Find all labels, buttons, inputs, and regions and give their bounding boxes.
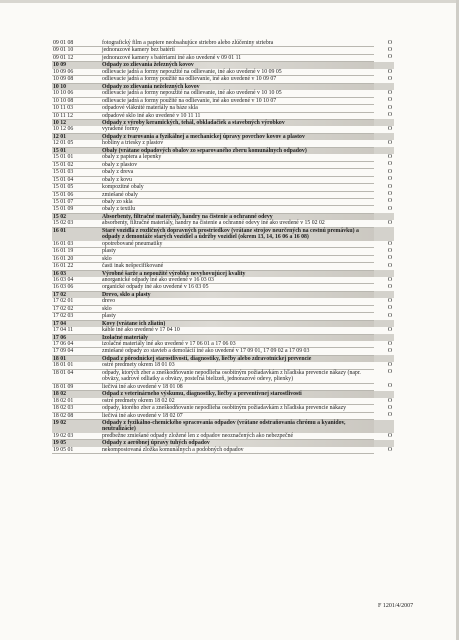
waste-code: 10 11 12 — [52, 112, 102, 119]
waste-code: 18 01 01 — [52, 362, 102, 369]
waste-description: odlievacie jadrá a formy nepoužité na odlievanie, iné ako uvedené v 10 10 05 — [102, 90, 374, 97]
waste-code: 18 02 — [52, 391, 102, 398]
table-row — [52, 90, 394, 97]
waste-description: Odpady zo zlievania železných kovov — [102, 62, 374, 69]
waste-category: O — [387, 276, 392, 283]
waste-code: 10 09 — [52, 62, 102, 69]
waste-code: 18 02 08 — [52, 412, 102, 419]
waste-description: fotografický film a papiere neobsahujúce striebro alebo zlúčeniny striebra — [102, 40, 374, 47]
table-row — [52, 184, 394, 191]
group-header-row — [52, 355, 394, 362]
waste-category: O — [387, 347, 392, 354]
waste-category: O — [387, 112, 392, 119]
waste-code: 15 01 — [52, 147, 102, 154]
group-header-row — [52, 291, 394, 298]
waste-description: jednorazové kamery bez batérií — [102, 47, 374, 54]
waste-code: 18 01 09 — [52, 383, 102, 390]
group-header-row — [52, 133, 394, 140]
table-row — [52, 220, 394, 227]
waste-code: 17 09 04 — [52, 348, 102, 355]
waste-code: 10 09 06 — [52, 69, 102, 76]
waste-description: organické odpady iné ako uvedené v 16 03 05 — [102, 284, 374, 291]
waste-code: 15 02 — [52, 213, 102, 220]
table-row — [52, 69, 394, 76]
waste-category: O — [387, 305, 392, 312]
table-row — [52, 447, 394, 454]
waste-code: 19 02 — [52, 420, 102, 433]
waste-category — [374, 62, 394, 69]
waste-description: káble iné ako uvedené v 17 04 10 — [102, 327, 374, 334]
table-row — [52, 284, 394, 291]
waste-description: drevo — [102, 298, 374, 305]
waste-code: 15 01 09 — [52, 206, 102, 213]
table-row — [52, 241, 394, 248]
table-row — [52, 277, 394, 284]
table-row — [52, 112, 394, 119]
waste-code: 18 01 — [52, 355, 102, 362]
waste-description: jednorazové kamery s batériami iné ako uvedené v 09 01 11 — [102, 54, 374, 61]
group-header-row — [52, 270, 394, 277]
waste-code: 17 04 11 — [52, 327, 102, 334]
waste-category: O — [387, 183, 392, 190]
waste-description: Odpady z fyzikálno-chemického spracovania odpadov (vrátane odstraňovania chrómu a kyanidov, neutralizácie) — [102, 420, 374, 433]
waste-code: 19 02 03 — [52, 433, 102, 440]
waste-category: O — [387, 54, 392, 61]
waste-description: Odpady zo zlievania neželezných kovov — [102, 83, 374, 90]
waste-description: odlievacie jadrá a formy použité na odlievanie, iné ako uvedené v 10 09 07 — [102, 76, 374, 83]
group-header-row — [52, 440, 394, 447]
waste-category: O — [387, 432, 392, 439]
waste-description: sklo — [102, 305, 374, 312]
waste-category: O — [387, 369, 392, 376]
table-row — [52, 161, 394, 168]
waste-category: O — [387, 68, 392, 75]
waste-code: 16 01 22 — [52, 263, 102, 270]
waste-description: hobliny a triesky z plastov — [102, 140, 374, 147]
table-row — [52, 305, 394, 312]
waste-category — [374, 83, 394, 90]
waste-category: O — [387, 247, 392, 254]
waste-category — [374, 420, 394, 433]
waste-code: 18 02 03 — [52, 405, 102, 412]
group-header-row — [52, 62, 394, 69]
waste-category — [374, 334, 394, 341]
waste-code: 17 02 01 — [52, 298, 102, 305]
waste-category: O — [387, 161, 392, 168]
waste-category: O — [387, 205, 392, 212]
waste-description: Absorbenty, filtračné materiály, handry na čistenie a ochranné odevy — [102, 213, 374, 220]
waste-description: Kovy (vrátane ich zliatin) — [102, 320, 374, 327]
table-row — [52, 412, 394, 419]
waste-code: 17 06 — [52, 334, 102, 341]
waste-description: odpady, ktorých zber a zneškodňovanie nepodlieha osobitným požiadavkám z hľadiska prevencie nákazy (napr. obväzy, sadrové odliatky a obväzy, posteľná bielizeň, jednorazové odevy, plienky) — [102, 369, 374, 383]
waste-description: plasty — [102, 248, 374, 255]
waste-code: 10 12 06 — [52, 126, 102, 133]
waste-description: obaly z plastov — [102, 161, 374, 168]
group-header-row — [52, 320, 394, 327]
table-row — [52, 248, 394, 255]
waste-code: 15 01 02 — [52, 161, 102, 168]
waste-category: O — [387, 262, 392, 269]
waste-category: O — [387, 191, 392, 198]
table-row — [52, 169, 394, 176]
waste-code: 16 01 03 — [52, 241, 102, 248]
waste-description: obaly z papiera a lepenky — [102, 154, 374, 161]
waste-category: O — [387, 46, 392, 53]
table-body — [52, 40, 394, 454]
form-number: F 1201/4/2007 — [378, 603, 414, 609]
waste-category: O — [387, 75, 392, 82]
waste-description: odlievacie jadrá a formy použité na odlievanie, iné ako uvedené v 10 10 07 — [102, 97, 374, 104]
waste-category: O — [387, 283, 392, 290]
table-row — [52, 433, 394, 440]
waste-description: obaly z textilu — [102, 206, 374, 213]
table-row — [52, 313, 394, 320]
waste-category: O — [387, 97, 392, 104]
waste-category: O — [387, 40, 392, 46]
waste-description: Odpad z veterinárneho výskumu, diagnostiky, liečby a preventívnej starostlivosti — [102, 391, 374, 398]
waste-description: Výrobné šarže a nepoužité výrobky nevyhovujúcej kvality — [102, 270, 374, 277]
waste-category — [374, 133, 394, 140]
waste-catalogue-table — [52, 40, 394, 454]
waste-category — [374, 391, 394, 398]
table-row — [52, 255, 394, 262]
waste-code: 18 01 04 — [52, 369, 102, 383]
waste-code: 18 02 01 — [52, 398, 102, 405]
waste-description: odpadové vláknité materiály na báze skla — [102, 105, 374, 112]
waste-description: odpady, ktorého zber a zneškodňovanie nepodlieha osobitným požiadavkám z hľadiska prevencie nákazy — [102, 405, 374, 412]
waste-description: ostré predmety okrem 18 02 02 — [102, 398, 374, 405]
waste-category: O — [387, 298, 392, 305]
waste-category: O — [387, 140, 392, 147]
table-row — [52, 47, 394, 54]
table-row — [52, 191, 394, 198]
waste-description: vyradené formy — [102, 126, 374, 133]
group-header-row — [52, 147, 394, 154]
waste-code: 15 01 07 — [52, 198, 102, 205]
waste-category: O — [387, 362, 392, 369]
waste-code: 10 10 08 — [52, 97, 102, 104]
table-row — [52, 298, 394, 305]
waste-description: ostré predmety okrem 18 01 03 — [102, 362, 374, 369]
waste-description: časti inak nešpecifikované — [102, 263, 374, 270]
group-header-row — [52, 334, 394, 341]
waste-description: predbežne zmiešané odpady zložené len z odpadov neoznačených ako nebezpečné — [102, 433, 374, 440]
waste-code: 12 01 — [52, 133, 102, 140]
waste-code: 09 01 10 — [52, 47, 102, 54]
waste-category: O — [387, 104, 392, 111]
waste-code: 15 01 06 — [52, 191, 102, 198]
waste-description: Odpad z pôrodníckej starostlivosti, diagnostiky, liečby alebo zdravotníckej prevencie — [102, 355, 374, 362]
waste-description: Drevo, sklo a plasty — [102, 291, 374, 298]
waste-category: O — [387, 255, 392, 262]
waste-category: O — [387, 412, 392, 419]
waste-description: odpadové sklo iné ako uvedené v 10 11 11 — [102, 112, 374, 119]
table-row — [52, 369, 394, 383]
table-row — [52, 362, 394, 369]
table-row — [52, 176, 394, 183]
waste-description: kompozitné obaly — [102, 184, 374, 191]
waste-code: 10 10 — [52, 83, 102, 90]
waste-description: Odpady z aeróbnej úpravy tuhých odpadov — [102, 440, 374, 447]
table-row — [52, 198, 394, 205]
waste-category — [374, 147, 394, 154]
waste-category — [374, 270, 394, 277]
waste-category — [374, 213, 394, 220]
waste-code: 16 03 04 — [52, 277, 102, 284]
waste-description: absorbenty, filtračné materiály, handry na čistenie a ochranné odevy iné ako uvedené v 15 02 02 — [102, 220, 374, 227]
table-row — [52, 341, 394, 348]
waste-code: 10 11 03 — [52, 105, 102, 112]
waste-category — [374, 227, 394, 240]
waste-description: Izolačné materiály — [102, 334, 374, 341]
waste-description: obaly z kovu — [102, 176, 374, 183]
waste-code: 17 06 04 — [52, 341, 102, 348]
waste-description: zmiešané obaly — [102, 191, 374, 198]
scan-edge-top — [0, 0, 459, 3]
waste-description: liečivá iné ako uvedené v 18 02 07 — [102, 412, 374, 419]
waste-code: 15 01 05 — [52, 184, 102, 191]
waste-category: O — [387, 126, 392, 133]
waste-category: O — [387, 168, 392, 175]
waste-description: obaly z dreva — [102, 169, 374, 176]
waste-category: O — [387, 327, 392, 334]
waste-description: zmiešané odpady zo stavieb a demolácií iné ako uvedené v 17 09 01, 17 09 02 a 17 09 03 — [102, 348, 374, 355]
waste-category: O — [387, 90, 392, 97]
waste-description: odlievacie jadrá a formy nepoužité na odlievanie, iné ako uvedené v 10 09 05 — [102, 69, 374, 76]
waste-code: 19 05 — [52, 440, 102, 447]
waste-code: 16 01 20 — [52, 255, 102, 262]
waste-category — [374, 291, 394, 298]
waste-description: obaly zo skla — [102, 198, 374, 205]
waste-code: 15 01 03 — [52, 169, 102, 176]
waste-code: 16 01 19 — [52, 248, 102, 255]
waste-code: 16 03 06 — [52, 284, 102, 291]
waste-category: O — [387, 198, 392, 205]
table-row — [52, 154, 394, 161]
waste-code: 16 01 — [52, 227, 102, 240]
waste-code: 17 02 — [52, 291, 102, 298]
group-header-row — [52, 420, 394, 433]
table-row — [52, 206, 394, 213]
waste-category: O — [387, 312, 392, 319]
waste-category: O — [387, 240, 392, 247]
table-row — [52, 327, 394, 334]
table-row — [52, 76, 394, 83]
waste-code: 12 01 05 — [52, 140, 102, 147]
waste-code: 16 03 — [52, 270, 102, 277]
waste-category — [374, 440, 394, 447]
waste-category: O — [387, 341, 392, 348]
waste-description: sklo — [102, 255, 374, 262]
waste-code: 17 02 02 — [52, 305, 102, 312]
table-row — [52, 97, 394, 104]
table-row — [52, 263, 394, 270]
waste-code: 15 01 04 — [52, 176, 102, 183]
waste-description: liečivá iné ako uvedené v 18 01 08 — [102, 383, 374, 390]
table-row — [52, 140, 394, 147]
waste-code: 10 12 — [52, 119, 102, 126]
waste-category: O — [387, 397, 392, 404]
waste-code: 09 01 08 — [52, 40, 102, 47]
table-row — [52, 105, 394, 112]
waste-description: nekompostovaná zložka komunálnych a podobných odpadov — [102, 447, 374, 454]
waste-category: O — [387, 383, 392, 390]
table-row — [52, 40, 394, 47]
waste-category: O — [387, 176, 392, 183]
table-row — [52, 398, 394, 405]
table-row — [52, 348, 394, 355]
waste-category: O — [387, 404, 392, 411]
waste-description: anorganické odpady iné ako uvedené v 16 03 03 — [102, 277, 374, 284]
table-row — [52, 383, 394, 390]
waste-code: 19 05 01 — [52, 447, 102, 454]
waste-code: 15 01 01 — [52, 154, 102, 161]
waste-code: 17 02 03 — [52, 313, 102, 320]
waste-code: 17 04 — [52, 320, 102, 327]
waste-category — [374, 320, 394, 327]
table-row — [52, 126, 394, 133]
waste-description: plasty — [102, 313, 374, 320]
group-header-row — [52, 227, 394, 240]
waste-code: 10 10 06 — [52, 90, 102, 97]
waste-description: Odpady z výroby keramických, tehál, obkladačiek a stavebných výrobkov — [102, 119, 374, 126]
group-header-row — [52, 391, 394, 398]
waste-category: O — [387, 446, 392, 453]
table-row — [52, 54, 394, 61]
table-row — [52, 405, 394, 412]
waste-description: Odpady z tvarovania a fyzikálnej a mechanickej úpravy povrchov kovov a plastov — [102, 133, 374, 140]
waste-code: 09 01 12 — [52, 54, 102, 61]
waste-category — [374, 355, 394, 362]
waste-category: O — [387, 154, 392, 161]
waste-category: O — [387, 220, 392, 227]
waste-description: opotrebované pneumatiky — [102, 241, 374, 248]
waste-category — [374, 119, 394, 126]
waste-code: 10 09 08 — [52, 76, 102, 83]
waste-description: Staré vozidlá z rozličných dopravných prostriedkov (vrátane strojov neurčených na cestnú premávku) a odpady z demontáže starých vozidiel a údržby vozidiel (okrem 13, 14, 16 06 a 16 08) — [102, 227, 374, 240]
waste-description: Obaly (vrátane odpadových obalov zo separovaného zberu komunálnych odpadov) — [102, 147, 374, 154]
waste-code: 15 02 03 — [52, 220, 102, 227]
waste-description: izolačné materiály iné ako uvedené v 17 06 01 a 17 06 03 — [102, 341, 374, 348]
